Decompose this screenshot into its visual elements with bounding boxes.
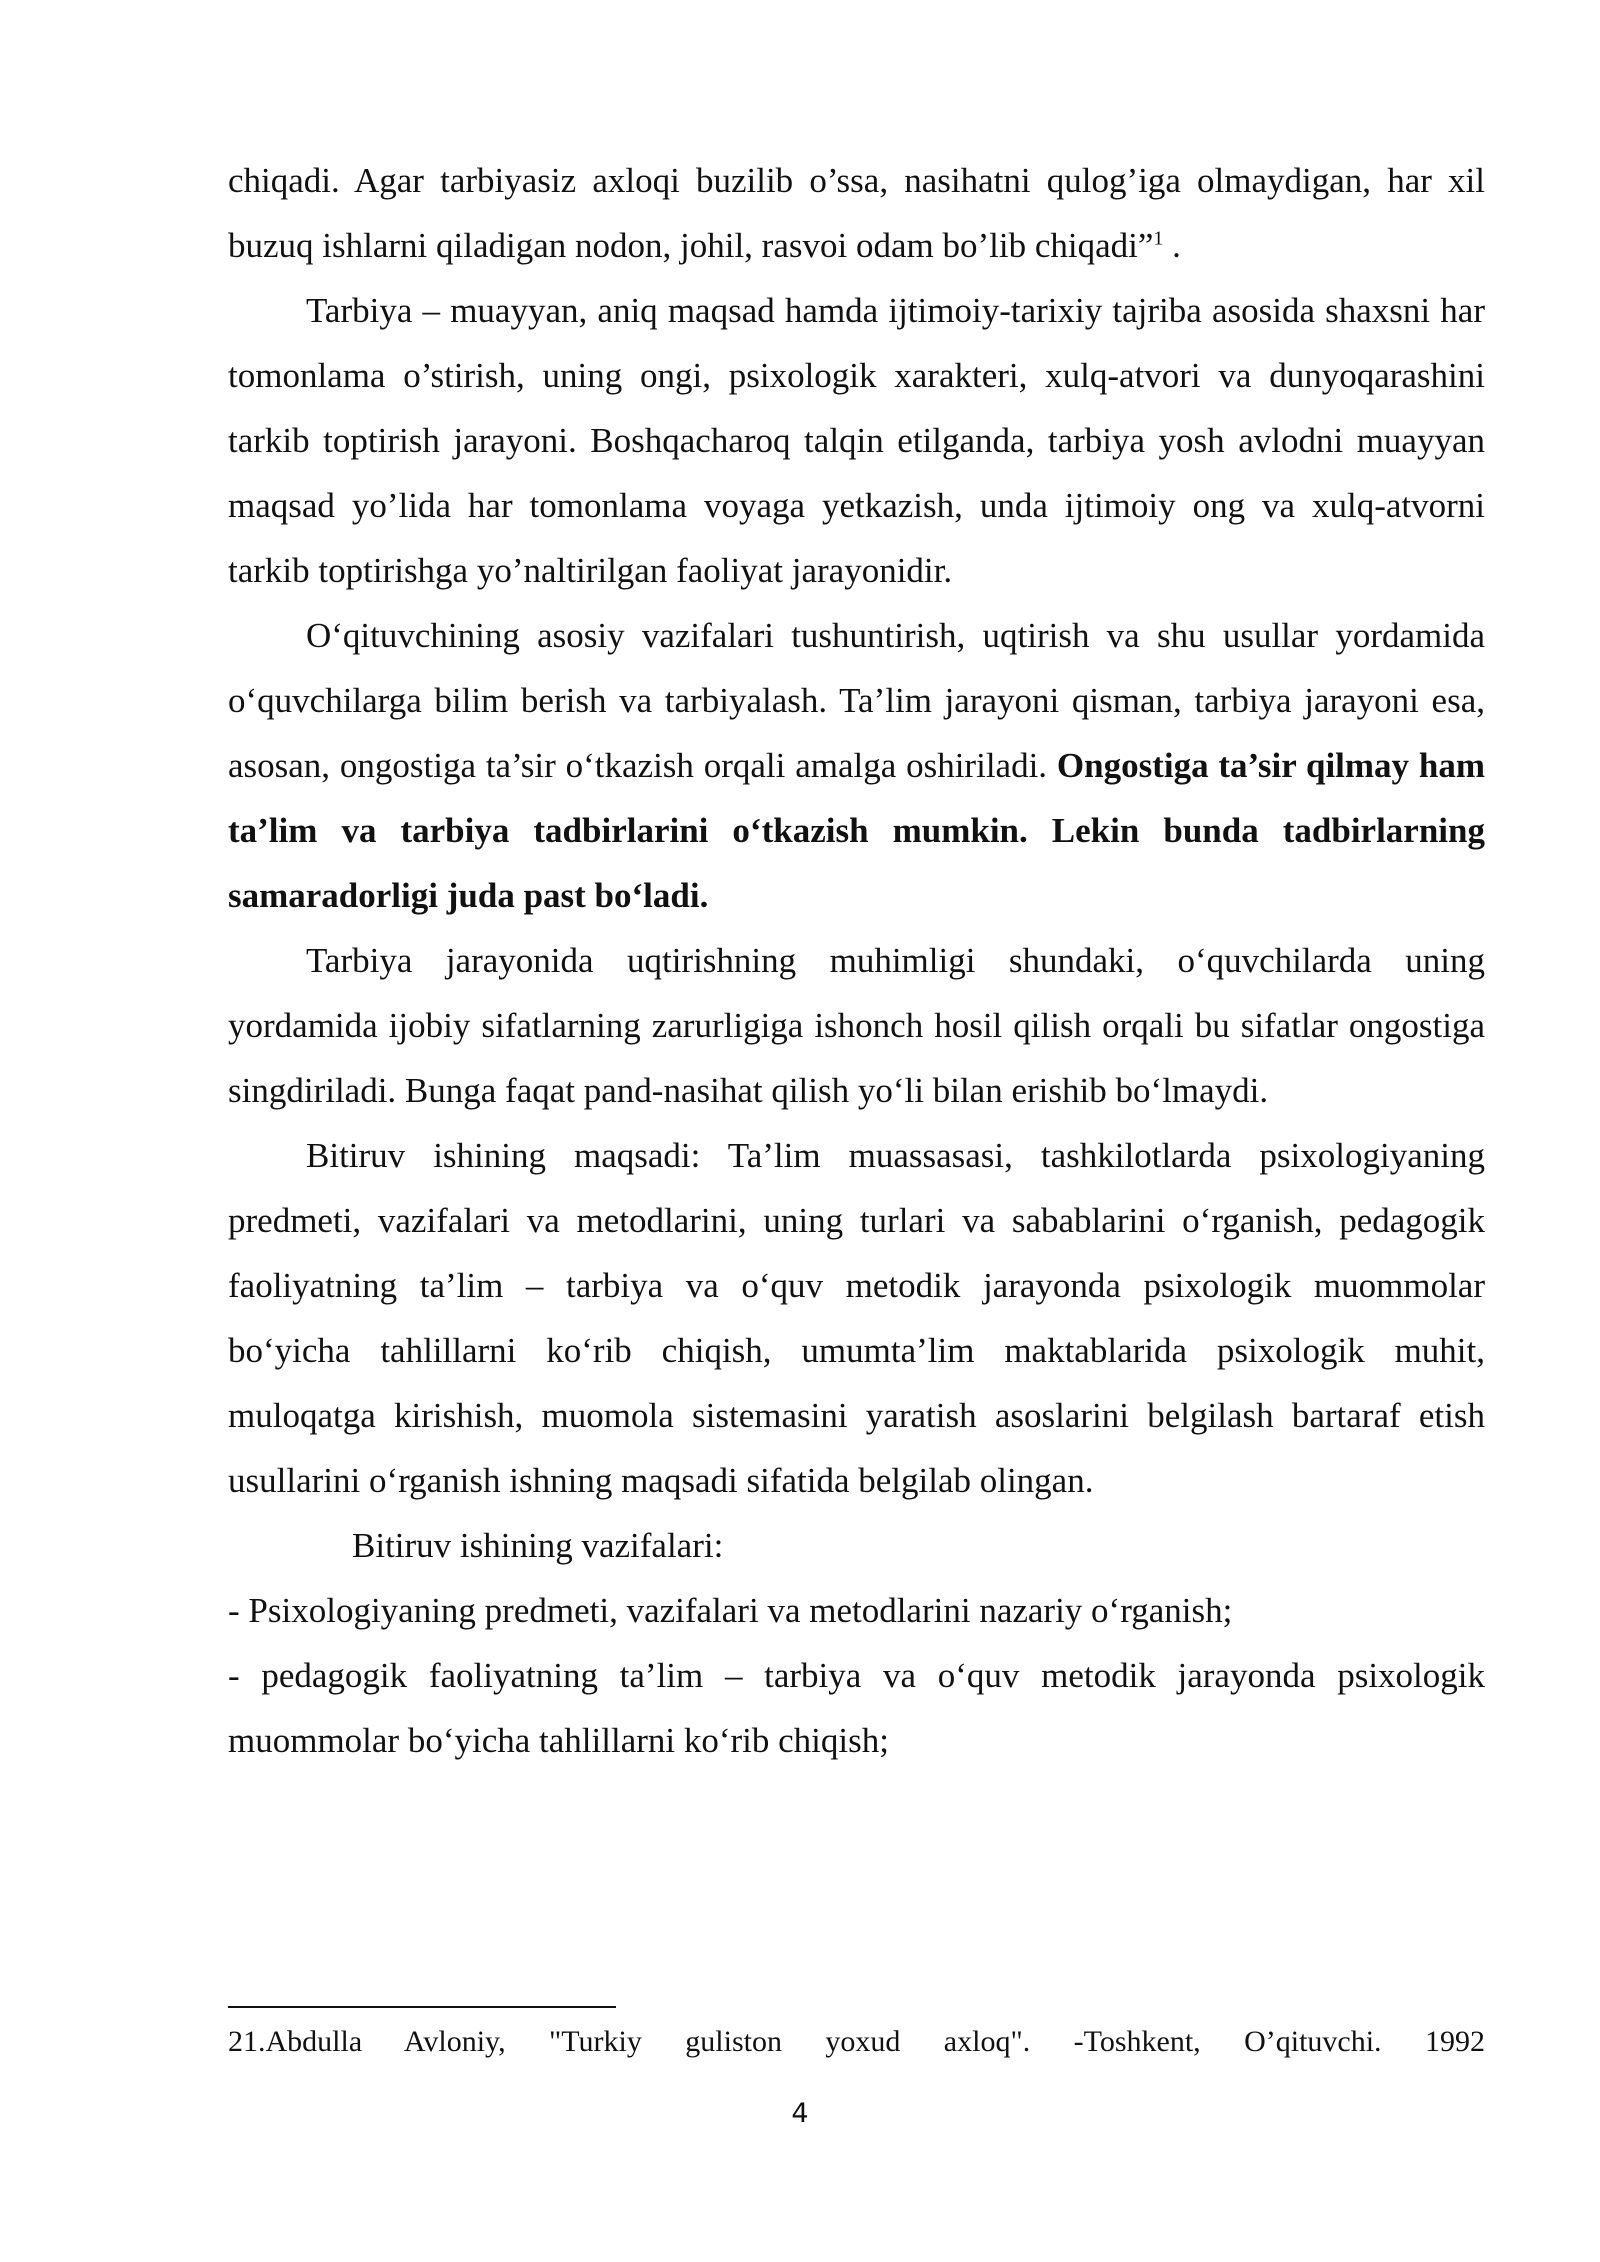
paragraph-tarbiya-definition: Tarbiya – muayyan, aniq maqsad hamda ijtimoiy-tarixiy tajriba asosida shaxsni har tomonlama o’stirish, uning ongi, psixologik xarakteri, xulq-atvori va dunyoqarashini tarkib toptirish jarayoni. Boshqacharoq talqin etilganda, tarbiya yosh avlodni muayyan maqsad yo’lida har tomonlama voyaga yetkazish, unda ijtimoiy ong va xulq-atvorni tarkib toptirishga yo’naltirilgan faoliyat jarayonidir. [228,291,1485,590]
body-text [228,148,1485,1773]
footnote: 21.Abdulla Avloniy, "Turkiy guliston yoxud axloq". -Toshkent, O’qituvchi. 1992 [228,2025,1485,2058]
paragraph-thesis-tasks-heading: Bitiruv ishining vazifalari: [352,1526,724,1565]
teacher-tasks-bold-text: Ongostiga ta’sir qilmay ham ta’lim va tarbiya tadbirlarini o‘tkazish mumkin. Lekin bunda tadbirlarning samaradorligi juda past bo‘ladi. [228,746,1485,915]
paragraph-upbringing-process: Tarbiya jarayonida uqtirishning muhimligi shundaki, o‘quvchilarda uning yordamida ijobiy sifatlarning zarurligiga ishonch hosil qilish orqali bu sifatlar ongostiga singdiriladi. Bunga faqat pand-nasihat qilish yo‘li bilan erishib bo‘lmaydi. [228,941,1485,1110]
list-item-task-1: - Psixologiyaning predmeti, vazifalari va metodlarini nazariy o‘rganish; [228,1591,1233,1630]
footnote-reference[interactable]: 1 [1153,227,1164,250]
paragraph-quote-ending [228,148,1485,278]
paragraph-teacher-tasks [228,603,1485,928]
page-number: 4 [791,2098,809,2129]
paragraph-thesis-goal: Bitiruv ishining maqsadi: Ta’lim muassasasi, tashkilotlarda psixologiyaning predmeti, vazifalari va metodlarini, uning turlari va sabablarini o‘rganish, pedagogik faoliyatning ta’lim – tarbiya va o‘quv metodik jarayonda psixologik muommolar bo‘yicha tahlillarni ko‘rib chiqish, umumta’lim maktablarida psixologik muhit, muloqatga kirishish, muomola sistemasini yaratish asoslarini belgilash bartaraf etish usullarini o‘rganish ishning maqsadi sifatida belgilab olingan. [228,1136,1485,1500]
list-item-task-2: - pedagogik faoliyatning ta’lim – tarbiya va o‘quv metodik jarayonda psixologik muommolar bo‘yicha tahlillarni ko‘rib chiqish; [228,1656,1485,1760]
quote-text: chiqadi. Agar tarbiyasiz axloqi buzilib o’ssa, nasihatni qulog’iga olmaydigan, har xil buzuq ishlarni qiladigan nodon, johil, rasvoi odam bo’lib chiqadi” [228,161,1485,265]
quote-end: . [1163,226,1181,265]
teacher-tasks-text: O‘qituvchining asosiy vazifalari tushuntirish, uqtirish va shu usullar yordamida o‘quvchilarga bilim berish va tarbiyalash. Ta’lim jarayoni qisman, tarbiya jarayoni esa, asosan, ongostiga ta’sir o‘tkazish orqali amalga oshiriladi. [228,616,1485,785]
footnote-separator [228,2006,616,2008]
